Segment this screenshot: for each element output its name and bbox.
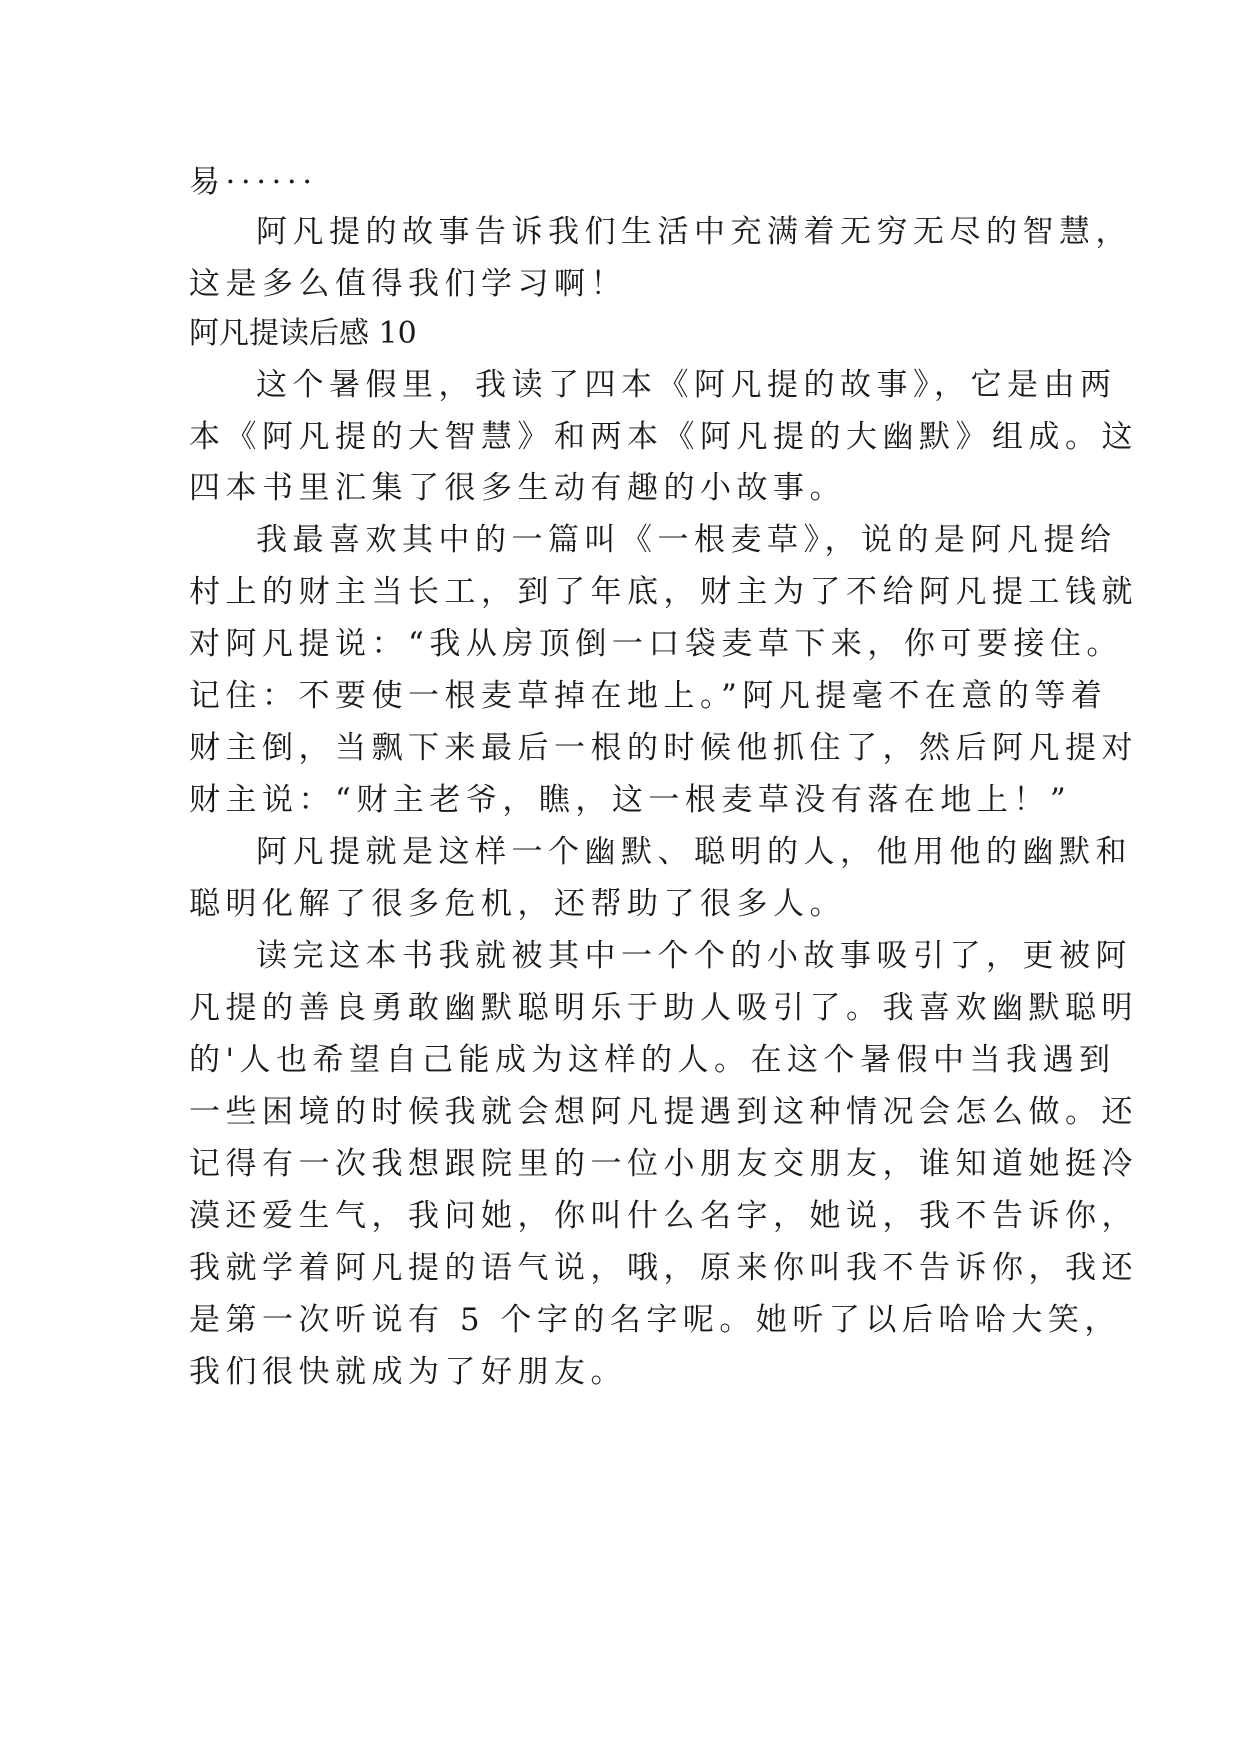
paragraph-line: 我最喜欢其中的一篇叫《一根麦草》，说的是阿凡提给 [256,522,1117,558]
paragraph-line: 我们很快就成为了好朋友。 [189,1354,627,1390]
paragraph-line: 漠还爱生气，我问她，你叫什么名字，她说，我不告诉你， [189,1198,1138,1234]
paragraph-line: 阿凡提的故事告诉我们生活中充满着无穷无尽的智慧， [256,214,1132,250]
paragraph-line: 记住：不要使一根麦草掉在地上。”阿凡提毫不在意的等着 [189,678,1108,714]
paragraph-line: 这是多么值得我们学习啊！ [189,266,627,302]
paragraph-line: 读完这本书我就被其中一个个的小故事吸引了，更被阿 [256,938,1132,974]
paragraph-line: 凡提的善良勇敢幽默聪明乐于助人吸引了。我喜欢幽默聪明 [189,990,1138,1026]
paragraph-line: 财主倒，当飘下来最后一根的时候他抓住了，然后阿凡提对 [189,730,1138,766]
paragraph-line: 我就学着阿凡提的语气说，哦，原来你叫我不告诉你，我还 [189,1250,1138,1286]
paragraph-line: 聪明化解了很多危机，还帮助了很多人。 [189,886,846,922]
paragraph-line: 村上的财主当长工，到了年底，财主为了不给阿凡提工钱就 [189,574,1138,610]
paragraph-line: 是第一次听说有 5 个字的名字呢。她听了以后哈哈大笑， [189,1302,1121,1338]
paragraph-line: 财主说：“财主老爷，瞧，这一根麦草没有落在地上！” [189,782,1072,818]
section-title: 阿凡提读后感 10 [189,316,417,351]
paragraph-line: 阿凡提就是这样一个幽默、聪明的人，他用他的幽默和 [256,834,1132,870]
paragraph-line: 这个暑假里，我读了四本《阿凡提的故事》，它是由两 [256,367,1117,403]
paragraph-line: 对阿凡提说：“我从房顶倒一口袋麦草下来，你可要接住。 [189,626,1123,662]
paragraph-line: 记得有一次我想跟院里的一位小朋友交朋友，谁知道她挺冷 [189,1146,1138,1182]
paragraph-line: 本《阿凡提的大智慧》和两本《阿凡提的大幽默》组成。这 [189,419,1138,455]
paragraph-line: 的'人也希望自己能成为这样的人。在这个暑假中当我遇到 [189,1042,1116,1078]
paragraph-line: 一些困境的时候我就会想阿凡提遇到这种情况会怎么做。还 [189,1094,1138,1130]
fragment-line: 易······ [189,164,318,200]
paragraph-line: 四本书里汇集了很多生动有趣的小故事。 [189,470,846,506]
